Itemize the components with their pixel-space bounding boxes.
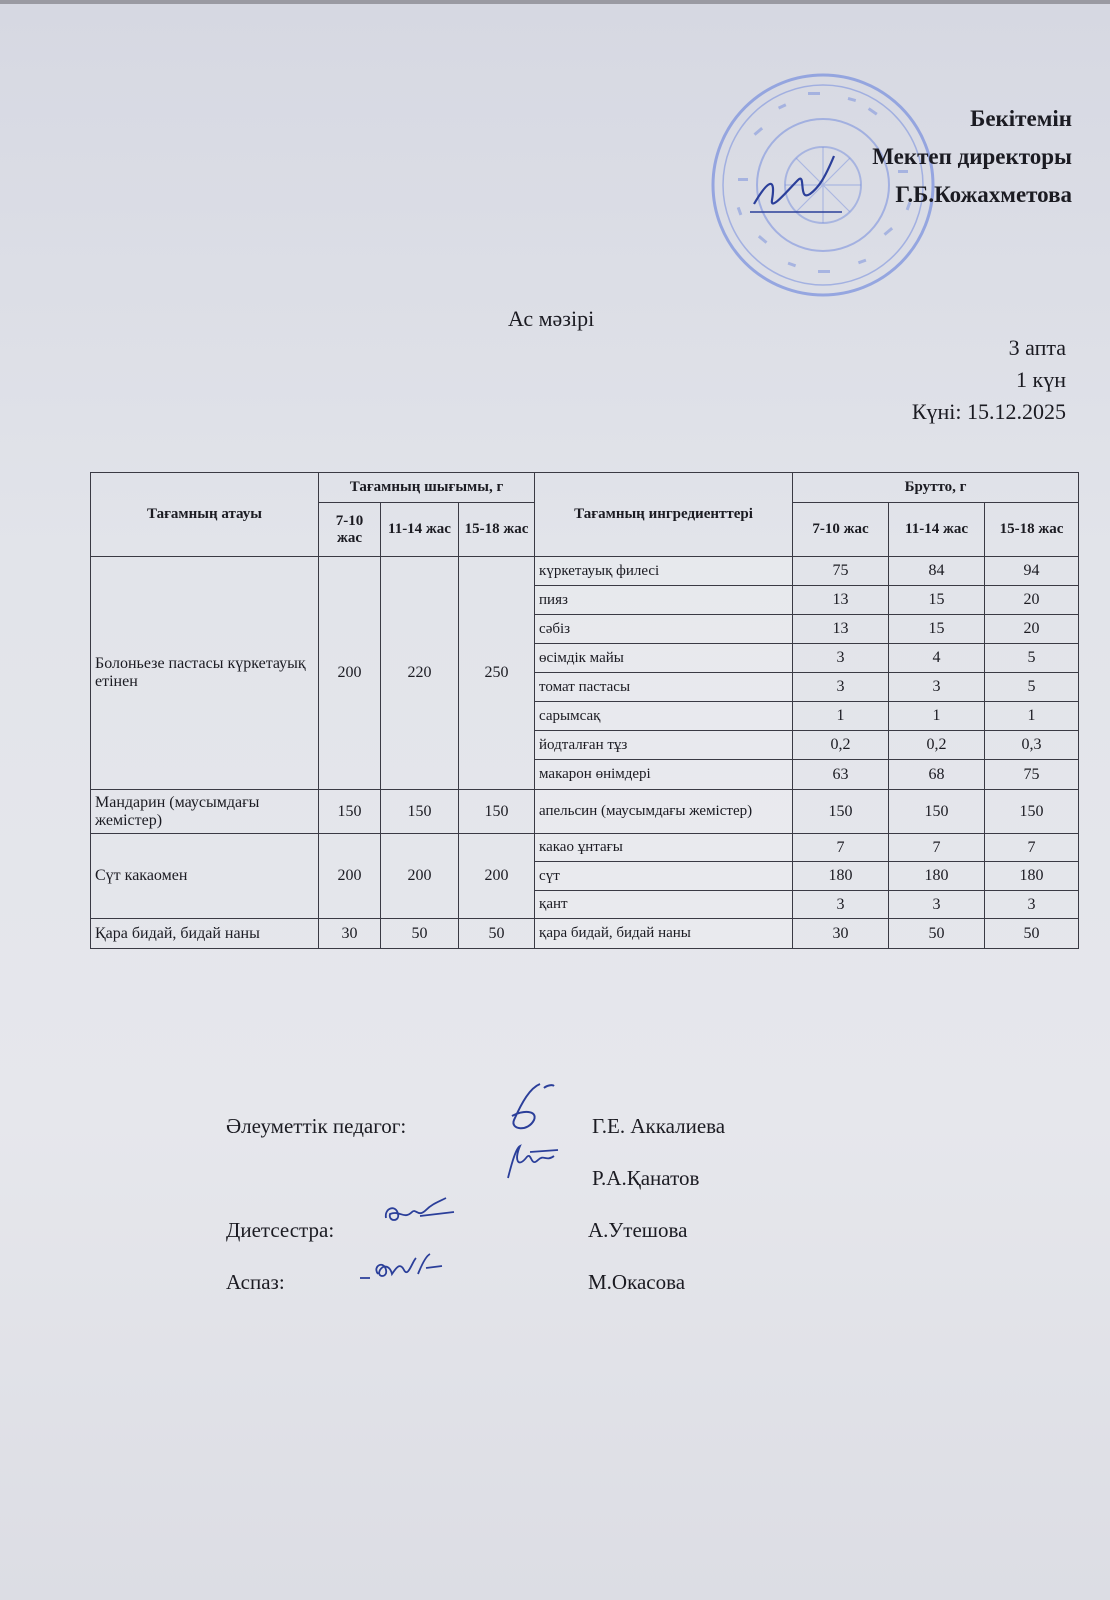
brutto-value: 13 [793,586,889,615]
header-yield-age: 15-18 жас [459,503,535,557]
signature-name: А.Утешова [588,1218,688,1242]
brutto-value: 0,2 [793,731,889,760]
approval-name: Г.Б.Кожахметова [895,182,1072,207]
menu-meta [912,332,1066,428]
brutto-value: 30 [793,919,889,949]
brutto-value: 1 [985,702,1079,731]
dish-yield: 150 [459,790,535,834]
table-row [91,790,1079,834]
brutto-value: 180 [793,862,889,891]
brutto-value: 150 [793,790,889,834]
ingredient-name: какао ұнтағы [535,834,793,862]
brutto-value: 0,2 [889,731,985,760]
brutto-value: 68 [889,760,985,790]
ingredient-name: сарымсақ [535,702,793,731]
dish-yield: 200 [459,834,535,919]
date-label: Күні: 15.12.2025 [911,399,1066,424]
ingredient-name: томат пастасы [535,673,793,702]
ingredient-name: қара бидай, бидай наны [535,919,793,949]
header-brutto-age: 7-10 жас [793,503,889,557]
approval-position: Мектеп директоры [872,144,1072,169]
brutto-value: 3 [793,891,889,919]
table-row [91,919,1079,949]
page-title: Ас мәзірі [508,306,595,331]
brutto-value: 20 [985,586,1079,615]
header-dish-name: Тағамның атауы [91,473,319,557]
ingredient-name: өсімдік майы [535,644,793,673]
director-signature [748,150,844,220]
brutto-value: 180 [889,862,985,891]
signature-role: Диетсестра: [226,1218,335,1242]
dish-yield: 200 [381,834,459,919]
brutto-value: 3 [793,644,889,673]
brutto-value: 1 [793,702,889,731]
brutto-value: 3 [889,891,985,919]
brutto-value: 5 [985,644,1079,673]
brutto-value: 20 [985,615,1079,644]
brutto-value: 94 [985,557,1079,586]
brutto-value: 1 [889,702,985,731]
kanatov-signature [500,1138,564,1186]
dish-yield: 200 [319,834,381,919]
brutto-value: 0,3 [985,731,1079,760]
approval-heading: Бекітемін [970,106,1072,131]
header-yield-age: 7-10 жас [319,503,381,557]
header-yield-age: 11-14 жас [381,503,459,557]
page-top-edge [0,0,1110,4]
brutto-value: 63 [793,760,889,790]
ingredient-name: қант [535,891,793,919]
brutto-value: 7 [889,834,985,862]
ingredient-name: апельсин (маусымдағы жемістер) [535,790,793,834]
dish-name: Мандарин (маусымдағы жемістер) [91,790,319,834]
dish-yield: 150 [381,790,459,834]
brutto-value: 150 [889,790,985,834]
table-row [91,834,1079,862]
brutto-value: 3 [889,673,985,702]
pedagog-signature [500,1080,560,1138]
dish-name: Қара бидай, бидай наны [91,919,319,949]
brutto-value: 3 [793,673,889,702]
ingredient-name: пияз [535,586,793,615]
ingredient-name: макарон өнімдері [535,760,793,790]
brutto-value: 5 [985,673,1079,702]
ingredient-name: сүт [535,862,793,891]
table-row [91,557,1079,586]
brutto-value: 150 [985,790,1079,834]
brutto-value: 3 [985,891,1079,919]
menu-table [90,472,1079,949]
table-header-row [91,473,1079,503]
dish-yield: 50 [381,919,459,949]
signature-role: Әлеуметтік педагог: [226,1114,407,1138]
header-brutto: Брутто, г [793,473,1079,503]
dish-yield: 220 [381,557,459,790]
signature-name: Г.Е. Аккалиева [592,1114,726,1138]
header-brutto-age: 15-18 жас [985,503,1079,557]
dish-yield: 30 [319,919,381,949]
day-label: 1 күн [1016,367,1066,392]
signature-role: Аспаз: [226,1270,285,1294]
dish-yield: 50 [459,919,535,949]
header-yield: Тағамның шығымы, г [319,473,535,503]
ingredient-name: күркетауық филесі [535,557,793,586]
signature-name: Р.А.Қанатов [592,1166,700,1190]
brutto-value: 50 [889,919,985,949]
brutto-value: 75 [793,557,889,586]
brutto-value: 75 [985,760,1079,790]
dish-yield: 200 [319,557,381,790]
dish-yield: 150 [319,790,381,834]
ingredient-name: йодталған тұз [535,731,793,760]
week-label: 3 апта [1008,335,1066,360]
brutto-value: 84 [889,557,985,586]
dish-name: Сүт какаомен [91,834,319,919]
brutto-value: 180 [985,862,1079,891]
approval-block [872,100,1072,214]
dish-yield: 250 [459,557,535,790]
brutto-value: 13 [793,615,889,644]
brutto-value: 4 [889,644,985,673]
brutto-value: 7 [793,834,889,862]
header-brutto-age: 11-14 жас [889,503,985,557]
header-ingredients: Тағамның ингредиенттері [535,473,793,557]
aspaz-signature [356,1248,446,1288]
dish-name: Болоньезе пастасы күркетауық етінен [91,557,319,790]
dietsestra-signature [380,1192,460,1232]
brutto-value: 7 [985,834,1079,862]
brutto-value: 15 [889,586,985,615]
ingredient-name: сәбіз [535,615,793,644]
brutto-value: 50 [985,919,1079,949]
brutto-value: 15 [889,615,985,644]
signature-name: М.Окасова [588,1270,686,1294]
